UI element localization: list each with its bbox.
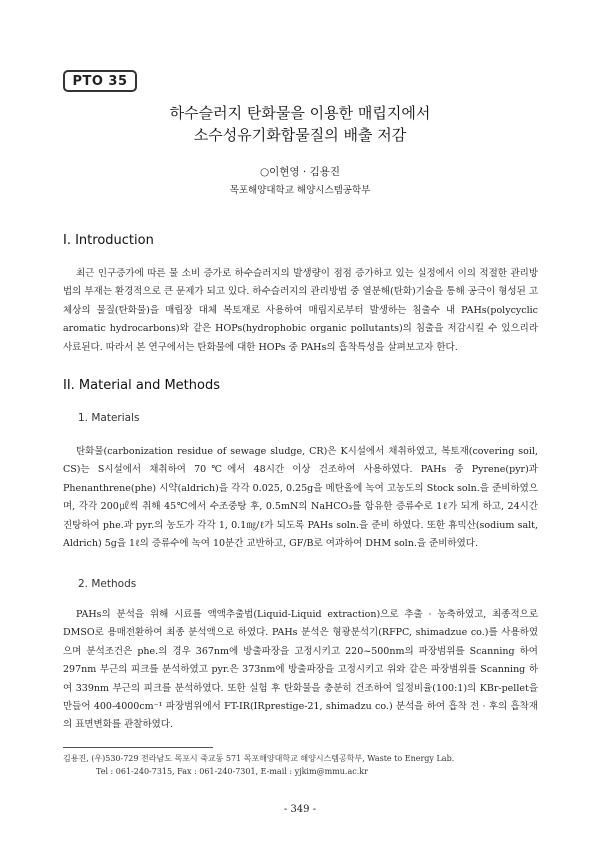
methods-subheading: 2. Methods	[78, 578, 137, 590]
materials-paragraph: 탄화물(carbonization residue of sewage sludge, CR)은 K시설에서 채취하였고, 복토재(covering soil, CS)는 S시설에서 채취하여 70℃에서 48시간 이상 건조하여 사용하였다. PAHs 중 Pyrene(pyr)과 Phenanthrene(phe) 시약(aldrich)을 각각 0.025, 0.25g을 메탄올에 녹여 고농도의 Stock soln.을 준비하였으며, 각각 200㎕씩 취해 45℃에서 수조중탕 후, 0.5mN의 NaHCO₃를 함유한 증류수로 1ℓ가 되게 하고, 24시간 진탕하여 phe.과 pyr.의 농도가 각각 1, 0.1㎎/ℓ가 되도록 PAHs soln.을 준비 하였다. 또한 휴믹산(sodium salt, Aldrich) 5g을 1ℓ의 증류수에 녹여 10분간 교반하고, GF/B로 여과하여 DHM soln.을 준비하였다.	[63, 446, 538, 550]
title-line-2: 소수성유기화합물질의 배출 저감	[193, 126, 407, 144]
page-number: - 349 -	[283, 804, 317, 815]
footnote-address: 김용진, (우)530-729 전라남도 목포시 죽교동 571 목포해양대학교 해양시스템공학부, Waste to Energy Lab.	[63, 754, 455, 763]
title-line-1: 하수슬러지 탄화물을 이용한 매립지에서	[169, 104, 431, 122]
footnote-divider	[63, 747, 213, 748]
footnote-contact: Tel : 061-240-7315, Fax : 061-240-7301, E-mail : yjkim@mmu.ac.kr	[96, 767, 368, 776]
materials-heading: 1. Materials	[78, 412, 140, 424]
intro-heading: I. Introduction	[63, 233, 154, 248]
authors: ○이현영 · 김용진	[259, 166, 341, 178]
methods-heading: II. Material and Methods	[63, 378, 220, 393]
paper-id-badge: PTO 35	[63, 70, 137, 92]
intro-paragraph: 최근 인구증가에 따른 물 소비 증가로 하수슬러지의 발생량이 점점 증가하고 있는 실정에서 이의 적절한 관리방법의 부재는 환경적으로 큰 문제가 되고 있다. 하수슬러지의 관리방법 중 열분해(탄화)기술을 통해 공극이 형성된 고체상의 물질(탄화물)을 매립장 대체 복토재로 사용하여 매립지로부터 발생하는 침출수 내 PAHs(polycyclic aromatic hydrocarbons)와 같은 HOPs(hydrophobic organic pollutants)의 침출을 저감시킬 수 있으리라 사료된다. 따라서 본 연구에서는 탄화물에 대한 HOPs 중 PAHs의 흡착특성을 살펴보고자 한다.	[63, 268, 539, 353]
methods-paragraph: PAHs의 분석을 위해 시료를 액액추출법(Liquid-Liquid extraction)으로 추출 · 농축하였고, 최종적으로 DMSO로 용매전환하여 최종 분석액으로 하였다. PAHs 분석은 형광분석기(RFPC, shimadzue co.)를 사용하였으며 분석조건은 phe.의 경우 367nm에 방출파장을 고정시키고 220~500nm의 파장범위를 Scanning 하여 297nm 부근의 피크를 분석하였고 pyr.은 373nm에 방출파장을 고정시키고 위와 같은 파장범위를 Scanning 하여 339nm 부근의 피크를 분석하였다. 또한 실험 후 탄화물을 충분히 건조하여 일정비율(100:1)의 KBr-pellet을 만들어 400-4000cm⁻¹ 파장범위에서 FT-IR(IRprestige-21, shimadzu co.) 분석을 하여 흡착 전 · 후의 흡착재의 표면변화를 관찰하였다.	[63, 609, 538, 731]
affiliation: 목포해양대학교 해양시스템공학부	[229, 185, 371, 196]
